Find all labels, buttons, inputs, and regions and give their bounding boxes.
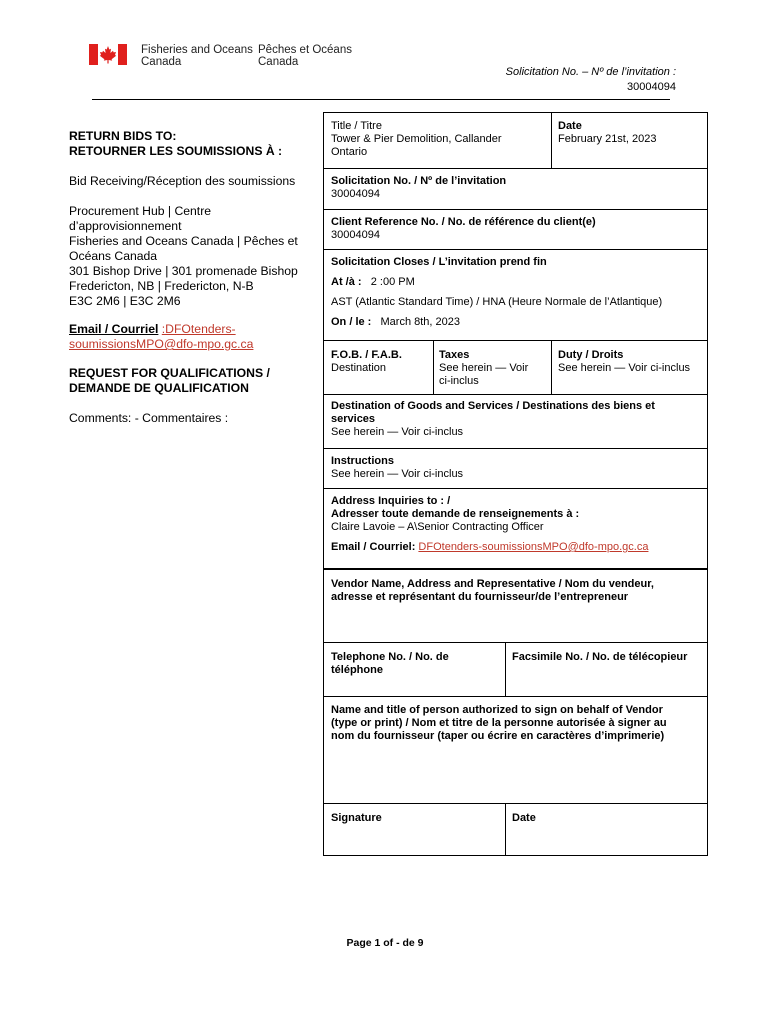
- date-cell: [558, 120, 703, 146]
- phone-fax-divider: [505, 642, 506, 696]
- signature-date-cell[interactable]: [512, 812, 536, 825]
- instructions-cell: [331, 455, 463, 481]
- telephone-label-continued: téléphone: [331, 664, 383, 676]
- mailing-address: [69, 204, 314, 309]
- bid-receiving: Bid Receiving/Réception des soumissions: [69, 174, 296, 188]
- taxes-label: Taxes: [439, 349, 470, 361]
- authorized-signatory-label-continued: (type or print) / Nom et titre de la personne autorisée à signer au: [331, 717, 667, 729]
- inquiries-cell: [331, 495, 701, 554]
- fob-taxes-divider: [433, 340, 434, 394]
- vendor-row-divider: [323, 803, 708, 804]
- row-divider: [323, 340, 708, 341]
- instructions-value: See herein — Voir ci-inclus: [331, 468, 464, 480]
- rfq-heading: [69, 366, 314, 396]
- inquiries-label-continued: Adresser toute demande de renseignements à :: [331, 508, 580, 520]
- address-line: 301 Bishop Drive | 301 promenade Bishop: [69, 264, 298, 278]
- closing-time-value: 2 :00 PM: [370, 276, 415, 288]
- vendor-row-divider: [323, 642, 708, 643]
- client-reference-label: Client Reference No. / No. de référence du client(e): [331, 216, 596, 228]
- vendor-name-label-continued: adresse et représentant du fournisseur/de l’entrepreneur: [331, 591, 629, 603]
- title-value-continued: Ontario: [331, 146, 368, 158]
- address-line: E3C 2M6 | E3C 2M6: [69, 294, 181, 308]
- org-name-en-line2: Canada: [141, 56, 182, 68]
- org-name-en: [141, 44, 253, 68]
- address-line: Fredericton, NB | Fredericton, N-B: [69, 279, 254, 293]
- org-name-fr: [258, 44, 352, 68]
- address-line: Procurement Hub | Centre: [69, 204, 212, 218]
- client-reference-cell: [331, 216, 596, 242]
- rfq-heading-line2: DEMANDE DE QUALIFICATION: [69, 381, 249, 395]
- closing-time-label: At /à :: [331, 276, 362, 288]
- canada-flag-icon: [89, 44, 127, 65]
- telephone-cell[interactable]: [331, 651, 501, 677]
- title-date-divider: [551, 112, 552, 168]
- vendor-row-divider: [323, 696, 708, 697]
- solicitation-cell: [331, 175, 506, 201]
- return-bids-fr: RETOURNER LES SOUMISSIONS À :: [69, 144, 283, 158]
- duty-label: Duty / Droits: [558, 349, 624, 361]
- signature-date-label: Date: [512, 812, 536, 824]
- title-value: Tower & Pier Demolition, Callander: [331, 133, 502, 145]
- title-cell: [331, 120, 546, 159]
- inquiries-email-link[interactable]: DFOtenders-soumissionsMPO@dfo-mpo.gc.ca: [418, 541, 649, 553]
- inquiries-label: Address Inquiries to : /: [331, 495, 451, 507]
- destination-label: Destination of Goods and Services / Destinations des biens et: [331, 400, 655, 412]
- client-reference-value: 30004094: [331, 229, 380, 241]
- date-label: Date: [558, 120, 582, 132]
- address-line: Océans Canada: [69, 249, 158, 263]
- vendor-name-cell[interactable]: [331, 578, 701, 604]
- destination-value: See herein — Voir ci-inclus: [331, 426, 464, 438]
- facsimile-cell[interactable]: [512, 651, 704, 664]
- instructions-label: Instructions: [331, 455, 394, 467]
- signature-label: Signature: [331, 812, 382, 824]
- title-label: Title / Titre: [331, 120, 382, 132]
- duty-cell: [558, 349, 706, 375]
- row-divider: [323, 394, 708, 395]
- row-divider: [323, 488, 708, 489]
- row-divider: [323, 448, 708, 449]
- closing-date-label: On / le :: [331, 316, 372, 328]
- solicitation-value: 30004094: [331, 188, 380, 200]
- signature-cell[interactable]: [331, 812, 382, 825]
- email-label: Email / Courriel: [69, 322, 159, 336]
- authorized-signatory-label-continued: nom du fournisseur (taper ou écrire en caractères d’imprimerie): [331, 730, 665, 742]
- date-value: February 21st, 2023: [558, 133, 657, 145]
- rfq-heading-line1: REQUEST FOR QUALIFICATIONS /: [69, 366, 270, 380]
- header-divider: [92, 99, 670, 100]
- taxes-value-continued: ci-inclus: [439, 375, 479, 387]
- address-line: d’approvisionnement: [69, 219, 182, 233]
- fob-cell: [331, 349, 429, 375]
- telephone-label: Telephone No. / No. de: [331, 651, 449, 663]
- vendor-name-label: Vendor Name, Address and Representative / Nom du vendeur,: [331, 578, 654, 590]
- email-link-continued[interactable]: soumissionsMPO@dfo-mpo.gc.ca: [69, 337, 254, 351]
- org-name-en-line1: Fisheries and Oceans: [141, 44, 253, 56]
- closing-date-value: March 8th, 2023: [380, 316, 461, 328]
- return-bids-en: RETURN BIDS TO:: [69, 129, 177, 143]
- solicitation-header-label: Solicitation No. – Nº de l’invitation :: [505, 66, 676, 78]
- closing-cell: [331, 256, 701, 329]
- solicitation-header-number: 30004094: [627, 81, 676, 93]
- fob-label: F.O.B. / F.A.B.: [331, 349, 402, 361]
- row-divider: [323, 168, 708, 169]
- authorized-signatory-cell[interactable]: [331, 704, 703, 743]
- fob-value: Destination: [331, 362, 387, 374]
- taxes-cell: [439, 349, 549, 388]
- closing-label: Solicitation Closes / L’invitation prend fin: [331, 256, 547, 268]
- inquiries-contact: Claire Lavoie – A\Senior Contracting Officer: [331, 521, 544, 533]
- destination-label-continued: services: [331, 413, 376, 425]
- facsimile-label: Facsimile No. / No. de télécopieur: [512, 651, 688, 663]
- comments-label: Comments: - Commentaires :: [69, 411, 229, 425]
- inquiries-email-label: Email / Courriel:: [331, 541, 416, 553]
- page-number: Page 1 of - de 9: [346, 937, 424, 949]
- duty-value: See herein — Voir ci-inclus: [558, 362, 691, 374]
- closing-timezone: AST (Atlantic Standard Time) / HNA (Heure Normale de l’Atlantique): [331, 296, 663, 308]
- org-name-fr-line1: Pêches et Océans: [258, 44, 352, 56]
- authorized-signatory-label: Name and title of person authorized to sign on behalf of Vendor: [331, 704, 663, 716]
- email-link[interactable]: :DFOtenders-: [161, 322, 236, 336]
- row-divider: [323, 209, 708, 210]
- signature-date-divider: [505, 803, 506, 856]
- org-name-fr-line2: Canada: [258, 56, 299, 68]
- email-block: [69, 322, 314, 352]
- solicitation-header: [506, 65, 676, 95]
- address-line: Fisheries and Oceans Canada | Pêches et: [69, 234, 298, 248]
- row-divider: [323, 249, 708, 250]
- taxes-duty-divider: [551, 340, 552, 394]
- return-bids-heading: [69, 129, 314, 159]
- destination-cell: [331, 400, 701, 439]
- solicitation-label: Solicitation No. / Nº de l’invitation: [331, 175, 507, 187]
- taxes-value: See herein — Voir: [439, 362, 529, 374]
